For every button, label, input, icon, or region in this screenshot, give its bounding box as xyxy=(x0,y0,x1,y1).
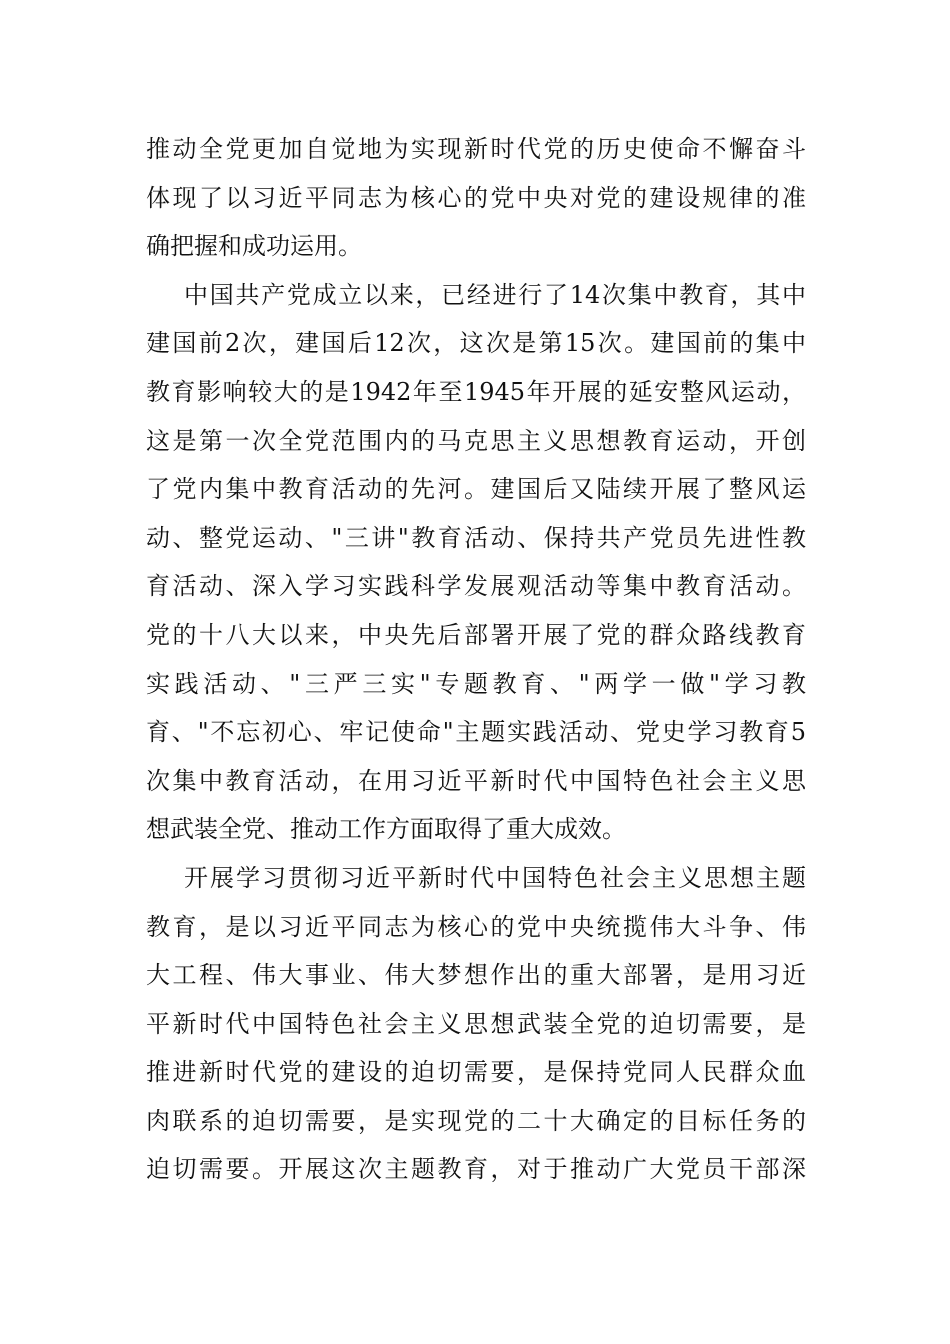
text-line: 党的十八大以来，中央先后部署开展了党的群众路线教育 xyxy=(146,620,806,649)
text-line: 这是第一次全党范围内的马克思主义思想教育运动，开创 xyxy=(146,426,806,455)
text-line: 育活动、深入学习实践科学发展观活动等集中教育活动。 xyxy=(146,572,806,601)
text-line: 次集中教育活动，在用习近平新时代中国特色社会主义思 xyxy=(146,766,806,795)
text-line: 了党内集中教育活动的先河。建国后又陆续开展了整风运 xyxy=(146,475,806,504)
text-line: 确把握和成功运用。 xyxy=(146,232,362,261)
text-line: 动、整党运动、"三讲"教育活动、保持共产党员先进性教 xyxy=(146,523,806,552)
text-line: 开展学习贯彻习近平新时代中国特色社会主义思想主题 xyxy=(184,863,806,892)
text-line: 迫切需要。开展这次主题教育，对于推动广大党员干部深 xyxy=(146,1155,806,1184)
text-line: 建国前2次，建国后12次，这次是第15次。建国前的集中 xyxy=(146,329,806,358)
text-line: 想武装全党、推动工作方面取得了重大成效。 xyxy=(146,815,626,844)
text-line: 推动全党更加自觉地为实现新时代党的历史使命不懈奋斗 xyxy=(146,135,806,163)
text-line: 体现了以习近平同志为核心的党中央对党的建设规律的准 xyxy=(146,183,806,212)
paragraph-1 xyxy=(146,125,806,271)
text-line: 中国共产党成立以来，已经进行了14次集中教育，其中 xyxy=(184,280,806,309)
text-line: 平新时代中国特色社会主义思想武装全党的迫切需要，是 xyxy=(146,1009,806,1038)
text-line: 教育影响较大的是1942年至1945年开展的延安整风运动， xyxy=(146,377,806,406)
text-line: 教育，是以习近平同志为核心的党中央统揽伟大斗争、伟 xyxy=(146,912,806,941)
paragraph-2 xyxy=(146,271,806,854)
text-line: 大工程、伟大事业、伟大梦想作出的重大部署，是用习近 xyxy=(146,961,806,990)
document-body xyxy=(146,125,806,1194)
text-line: 育、"不忘初心、牢记使命"主题实践活动、党史学习教育5 xyxy=(146,718,806,747)
paragraph-3 xyxy=(146,854,806,1194)
text-line: 肉联系的迫切需要，是实现党的二十大确定的目标任务的 xyxy=(146,1106,806,1135)
text-line: 推进新时代党的建设的迫切需要，是保持党同人民群众血 xyxy=(146,1058,806,1087)
text-line: 实践活动、"三严三实"专题教育、"两学一做"学习教 xyxy=(146,669,806,698)
